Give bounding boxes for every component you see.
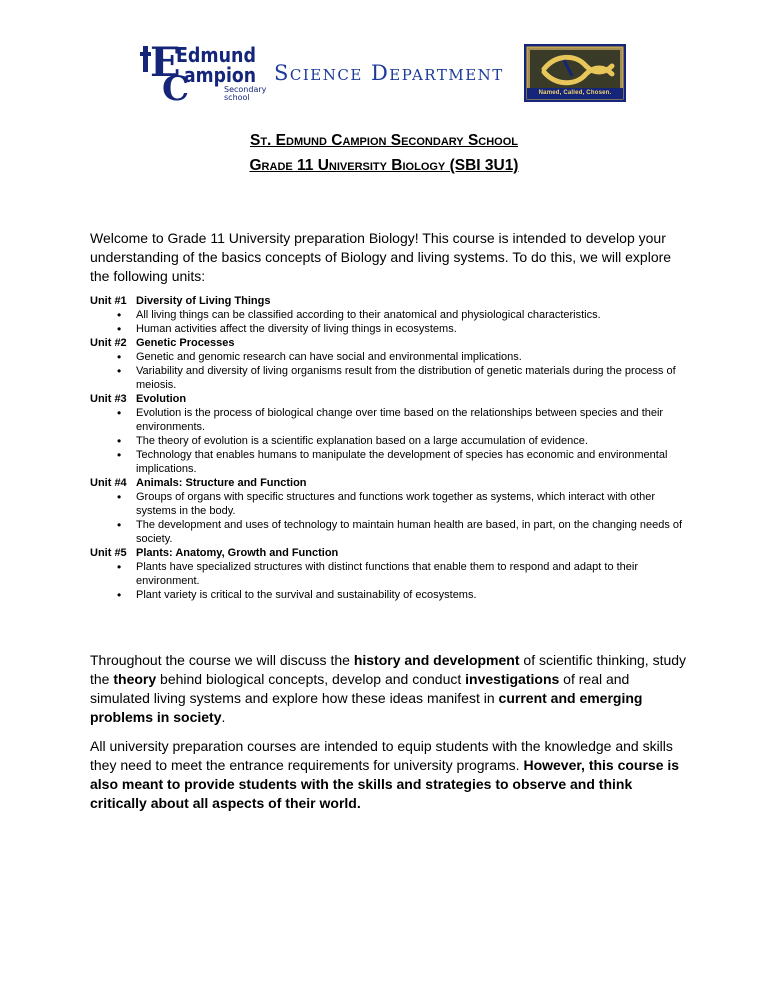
- unit-block-3: [90, 392, 690, 476]
- unit-points: [90, 560, 690, 602]
- text-run: Throughout the course we will discuss the: [90, 652, 354, 668]
- text-run: .: [221, 709, 226, 725]
- crest-motto: Named, Called, Chosen.: [538, 90, 612, 96]
- logo-initial-e: E: [150, 40, 181, 86]
- department-title: Science Department: [274, 61, 504, 85]
- unit-title: Animals: Structure and Function: [136, 477, 307, 489]
- course-title-heading: Grade 11 University Biology (SBI 3U1): [249, 157, 519, 174]
- unit-title: Plants: Anatomy, Growth and Function: [136, 547, 339, 559]
- unit-number: Unit #3: [90, 393, 127, 405]
- list-item: • Technology that enables humans to manipulate the development of species has economic and environmental implications.: [136, 448, 690, 476]
- unit-points: [90, 490, 690, 546]
- unit-title: Genetic Processes: [136, 337, 235, 349]
- course-themes-paragraph: [90, 651, 690, 727]
- list-item: • Plants have specialized structures with distinct functions that enable them to respond and adapt to their environment.: [136, 560, 690, 588]
- list-item: • Genetic and genomic research can have social and environmental implications.: [136, 350, 690, 364]
- unit-points: [90, 350, 690, 392]
- unit-heading: [90, 336, 690, 350]
- emphasis-problems: current and emerging problems in society: [90, 690, 643, 725]
- emphasis-history: history and development: [353, 652, 520, 668]
- units-list: [90, 294, 690, 602]
- text-run: of real and simulated living systems and explore how these ideas manifest in: [90, 671, 630, 706]
- unit-heading: [90, 294, 690, 308]
- logo-word-campion: ampion: [184, 63, 256, 87]
- logo-word-secondary: Secondary: [224, 85, 267, 94]
- unit-points: [90, 406, 690, 476]
- unit-heading: [90, 392, 690, 406]
- unit-title: Diversity of Living Things: [136, 295, 271, 307]
- intro-paragraph: Welcome to Grade 11 University preparation Biology! This course is intended to develop your understanding of the basics concepts of Biology and living systems. To do this, we will explore the following units:: [90, 230, 672, 284]
- text-run: behind biological concepts, develop and conduct: [156, 671, 466, 687]
- list-item: • Groups of organs with specific structures and functions work together as systems, which interact with other systems in the body.: [136, 490, 690, 518]
- unit-number: Unit #1: [90, 295, 127, 307]
- list-item: • The theory of evolution is a scientific explanation based on a large accumulation of evidence.: [136, 434, 690, 448]
- unit-block-4: [90, 476, 690, 546]
- text-run: of scientific thinking, study the: [90, 652, 687, 687]
- list-item: • Human activities affect the diversity of living things in ecosystems.: [136, 322, 690, 336]
- unit-number: Unit #2: [90, 337, 127, 349]
- unit-block-2: [90, 336, 690, 392]
- unit-heading: [90, 546, 690, 560]
- list-item: • All living things can be classified according to their anatomical and physiological characteristics.: [136, 308, 690, 322]
- edmund-campion-logo: [140, 40, 270, 106]
- unit-number: Unit #5: [90, 547, 127, 559]
- school-crest-logo: [524, 44, 626, 102]
- emphasis-theory: theory: [113, 671, 157, 687]
- university-prep-paragraph: [90, 737, 690, 813]
- unit-block-5: [90, 546, 690, 602]
- list-item: • Plant variety is critical to the survival and sustainability of ecosystems.: [136, 588, 690, 602]
- logo-word-edmund: Edmund: [176, 43, 256, 67]
- emphasis-critical-thinking: However, this course is also meant to provide students with the skills and strategies to observe and think critically about all aspects of their world.: [90, 757, 680, 811]
- emphasis-investigations: investigations: [465, 671, 560, 687]
- unit-number: Unit #4: [90, 477, 127, 489]
- list-item: • The development and uses of technology to maintain human health are based, in part, on the changing needs of society.: [136, 518, 690, 546]
- logo-initial-c: C: [162, 69, 190, 106]
- list-item: • Evolution is the process of biological change over time based on the relationships between species and their environments.: [136, 406, 690, 434]
- text-run: All university preparation courses are intended to equip students with the knowledge and skills they need to meet the entrance requirements for university programs.: [90, 738, 673, 773]
- logo-word-school: school: [224, 93, 250, 102]
- unit-block-1: [90, 294, 690, 336]
- list-item: • Variability and diversity of living organisms result from the distribution of genetic materials during the process of meiosis.: [136, 364, 690, 392]
- unit-title: Evolution: [136, 393, 187, 405]
- unit-heading: [90, 476, 690, 490]
- unit-points: [90, 308, 690, 336]
- school-name-heading: St. Edmund Campion Secondary School: [250, 132, 518, 149]
